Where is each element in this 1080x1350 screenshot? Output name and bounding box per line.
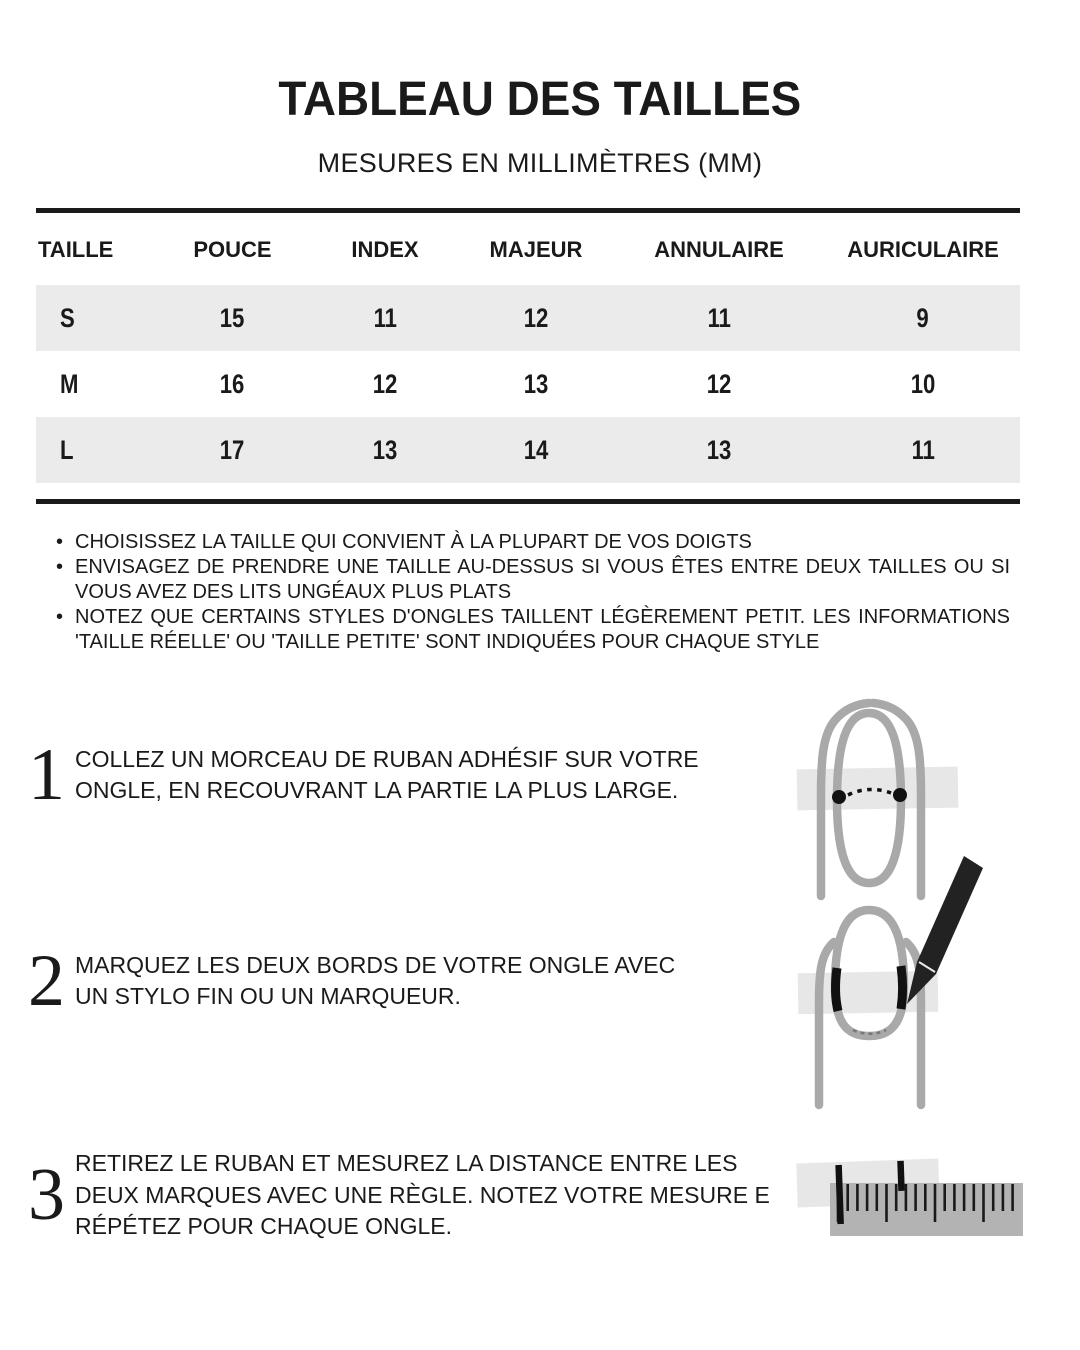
ruler-tape-illustration xyxy=(780,1148,1040,1253)
size-label: L xyxy=(60,434,74,465)
size-table xyxy=(36,215,1020,483)
size-table-header-row xyxy=(36,215,1020,285)
column-header-taille: TAILLE xyxy=(38,237,114,262)
bullet-icon: • xyxy=(56,556,64,578)
size-value: 9 xyxy=(916,302,930,333)
size-value: 13 xyxy=(372,434,398,465)
size-value: 11 xyxy=(373,302,397,333)
marker-pen-icon xyxy=(907,856,983,1004)
size-value: 11 xyxy=(707,302,731,333)
top-divider xyxy=(36,208,1020,213)
size-value: 15 xyxy=(220,302,245,333)
size-value: 11 xyxy=(911,434,935,465)
size-value: 12 xyxy=(372,368,398,399)
size-value: 12 xyxy=(706,368,732,399)
step-2 xyxy=(28,940,709,1022)
column-header-pouce: POUCE xyxy=(193,237,272,262)
size-value: 13 xyxy=(706,434,732,465)
step-3-text: RETIREZ LE RUBAN ET MESUREZ LA DISTANCE ENTRE LES DEUX MARQUES AVEC UNE RÈGLE. NOTEZ VOTRE MESURE E RÉPÉTEZ POUR CHAQUE ONGLE. xyxy=(75,1150,770,1239)
size-value: 10 xyxy=(910,368,936,399)
notes-list xyxy=(56,530,1010,655)
column-header-majeur: MAJEUR xyxy=(489,237,583,262)
size-label: S xyxy=(60,302,75,333)
right-measure-dot-icon xyxy=(893,788,907,802)
size-row-L xyxy=(36,417,1020,483)
right-tape-mark-icon xyxy=(897,1161,905,1191)
bullet-icon: • xyxy=(56,606,64,628)
step-1 xyxy=(28,734,709,816)
size-label: M xyxy=(60,368,79,399)
size-value: 13 xyxy=(523,368,549,399)
left-measure-dot-icon xyxy=(832,790,846,804)
column-header-annulaire: ANNULAIRE xyxy=(654,237,784,262)
step-1-number: 1 xyxy=(28,734,65,816)
step-1-text: COLLEZ UN MORCEAU DE RUBAN ADHÉSIF SUR VOTRE ONGLE, EN RECOUVRANT LA PARTIE LA PLUS LARGE. xyxy=(75,745,699,803)
note-item-3 xyxy=(56,605,1010,655)
size-value: 17 xyxy=(220,434,245,465)
note-item-2 xyxy=(56,555,1010,605)
step-3 xyxy=(28,1148,790,1243)
size-value: 14 xyxy=(523,434,549,465)
size-value: 12 xyxy=(523,302,549,333)
step-2-text: MARQUEZ LES DEUX BORDS DE VOTRE ONGLE AVEC UN STYLO FIN OU UN MARQUEUR. xyxy=(75,951,676,1009)
step-2-number: 2 xyxy=(28,940,65,1022)
page-subtitle: MESURES EN MILLIMÈTRES (MM) xyxy=(317,148,763,178)
bullet-icon: • xyxy=(56,531,64,553)
finger-mark-pen-illustration xyxy=(780,850,995,1115)
column-header-index: INDEX xyxy=(351,237,419,262)
page-title: TABLEAU DES TAILLES xyxy=(278,73,802,126)
size-row-S xyxy=(36,285,1020,351)
size-value: 16 xyxy=(220,368,245,399)
note-text: CHOISISSEZ LA TAILLE QUI CONVIENT À LA PLUPART DE VOS DOIGTS xyxy=(75,531,752,553)
note-item-1 xyxy=(56,530,1010,555)
bottom-divider xyxy=(36,499,1020,504)
column-header-auriculaire: AURICULAIRE xyxy=(847,237,999,262)
note-text: NOTEZ QUE CERTAINS STYLES D'ONGLES TAILLENT LÉGÈREMENT PETIT. LES INFORMATIONS 'TAILLE RÉELLE' OU 'TAILLE PETITE' SONT INDIQUÉES POUR CHAQUE STYLE xyxy=(75,606,1010,653)
size-row-M xyxy=(36,351,1020,417)
step-3-number: 3 xyxy=(28,1154,65,1237)
note-text: ENVISAGEZ DE PRENDRE UNE TAILLE AU-DESSUS SI VOUS ÊTES ENTRE DEUX TAILLES OU SI VOUS AVEZ DES LITS UNGÉAUX PLUS PLATS xyxy=(75,556,1010,603)
